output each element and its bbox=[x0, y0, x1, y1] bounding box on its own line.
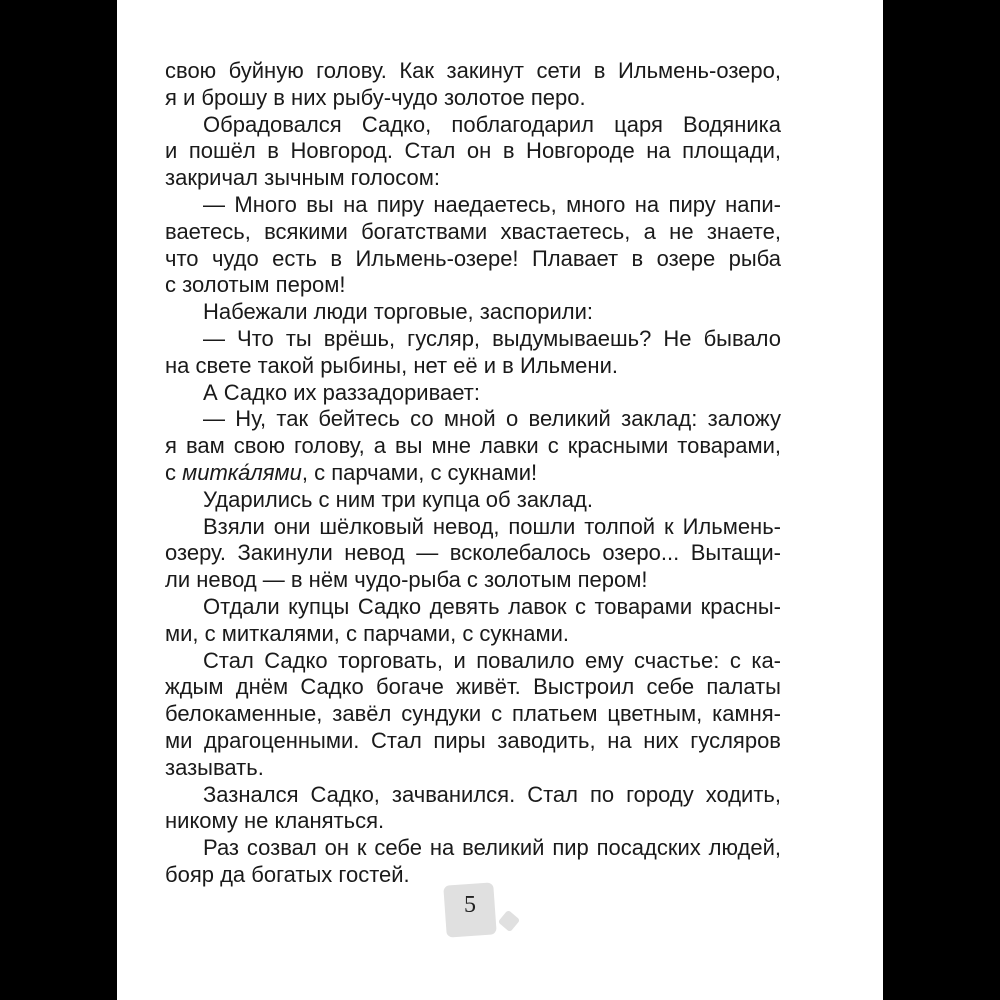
text-line: Взяли они шёлковый невод, пошли толпой к Ильмень- bbox=[203, 513, 781, 539]
text-line: ваетесь, всякими богатствами хвастаетесь, а не знаете, bbox=[165, 218, 781, 244]
page-number-decoration bbox=[498, 910, 521, 933]
text-line: свою буйную голову. Как закинут сети в Ильмень-озеро, bbox=[165, 58, 781, 83]
text-line: что чудо есть в Ильмень-озере! Плавает в озере рыба bbox=[165, 245, 781, 271]
text-line: Раз созвал он к себе на великий пир посадских людей, bbox=[203, 835, 781, 861]
text-line: ми, с миткалями, с парчами, с сукнами. bbox=[165, 620, 569, 646]
body-text bbox=[165, 58, 781, 889]
text-line: бояр да богатых гостей. bbox=[165, 861, 410, 887]
text-line: Набежали люди торговые, заспорили: bbox=[203, 299, 594, 325]
page-number: 5 bbox=[464, 892, 476, 918]
text-line: с золотым пером! bbox=[165, 272, 346, 298]
text-line: Стал Садко торговать, и повалило ему счастье: с ка- bbox=[203, 647, 781, 673]
text-line: я и брошу в них рыбу-чудо золотое перо. bbox=[165, 84, 586, 110]
book-page bbox=[117, 0, 883, 1000]
text-line: ждым днём Садко богаче живёт. Выстроил себе палаты bbox=[165, 674, 781, 700]
text-line: белокаменные, завёл сундуки с платьем цветным, камня- bbox=[165, 701, 781, 727]
text-line: — Ну, так бейтесь со мной о великий заклад: заложу bbox=[203, 406, 781, 432]
glossary-term: митка́лями bbox=[182, 459, 302, 485]
text-line: никому не кланяться. bbox=[165, 808, 385, 834]
text-line: ми драгоценными. Стал пиры заводить, на них гусляров bbox=[165, 727, 781, 753]
text-line: озеру. Закинули невод — всколебалось озеро... Вытащи- bbox=[165, 540, 781, 566]
text-line: я вам свою голову, а вы мне лавки с красными товарами, bbox=[165, 433, 781, 459]
text-run: , с парчами, с сукнами! bbox=[301, 459, 538, 485]
text-line: на свете такой рыбины, нет её и в Ильмени. bbox=[165, 352, 618, 378]
text-line: зазывать. bbox=[165, 754, 264, 780]
text-line: Ударились с ним три купца об заклад. bbox=[203, 486, 593, 512]
text-line: А Садко их раззадоривает: bbox=[203, 379, 480, 405]
text-line: Отдали купцы Садко девять лавок с товарами красны- bbox=[203, 593, 781, 619]
text-line: — Много вы на пиру наедаетесь, много на пиру напи- bbox=[203, 191, 781, 217]
text-line: и пошёл в Новгород. Стал он в Новгороде на площади, bbox=[165, 138, 781, 164]
text-line: закричал зычным голосом: bbox=[165, 165, 441, 191]
text-line: — Что ты врёшь, гусляр, выдумываешь? Не бывало bbox=[203, 325, 781, 351]
text-line: Обрадовался Садко, поблагодарил царя Водяника bbox=[203, 111, 781, 137]
text-line: ли невод — в нём чудо-рыба с золотым пером! bbox=[165, 567, 648, 593]
text-run: с bbox=[165, 459, 183, 485]
text-line bbox=[165, 460, 781, 487]
text-line: Зазнался Садко, зачванился. Стал по городу ходить, bbox=[203, 781, 781, 807]
